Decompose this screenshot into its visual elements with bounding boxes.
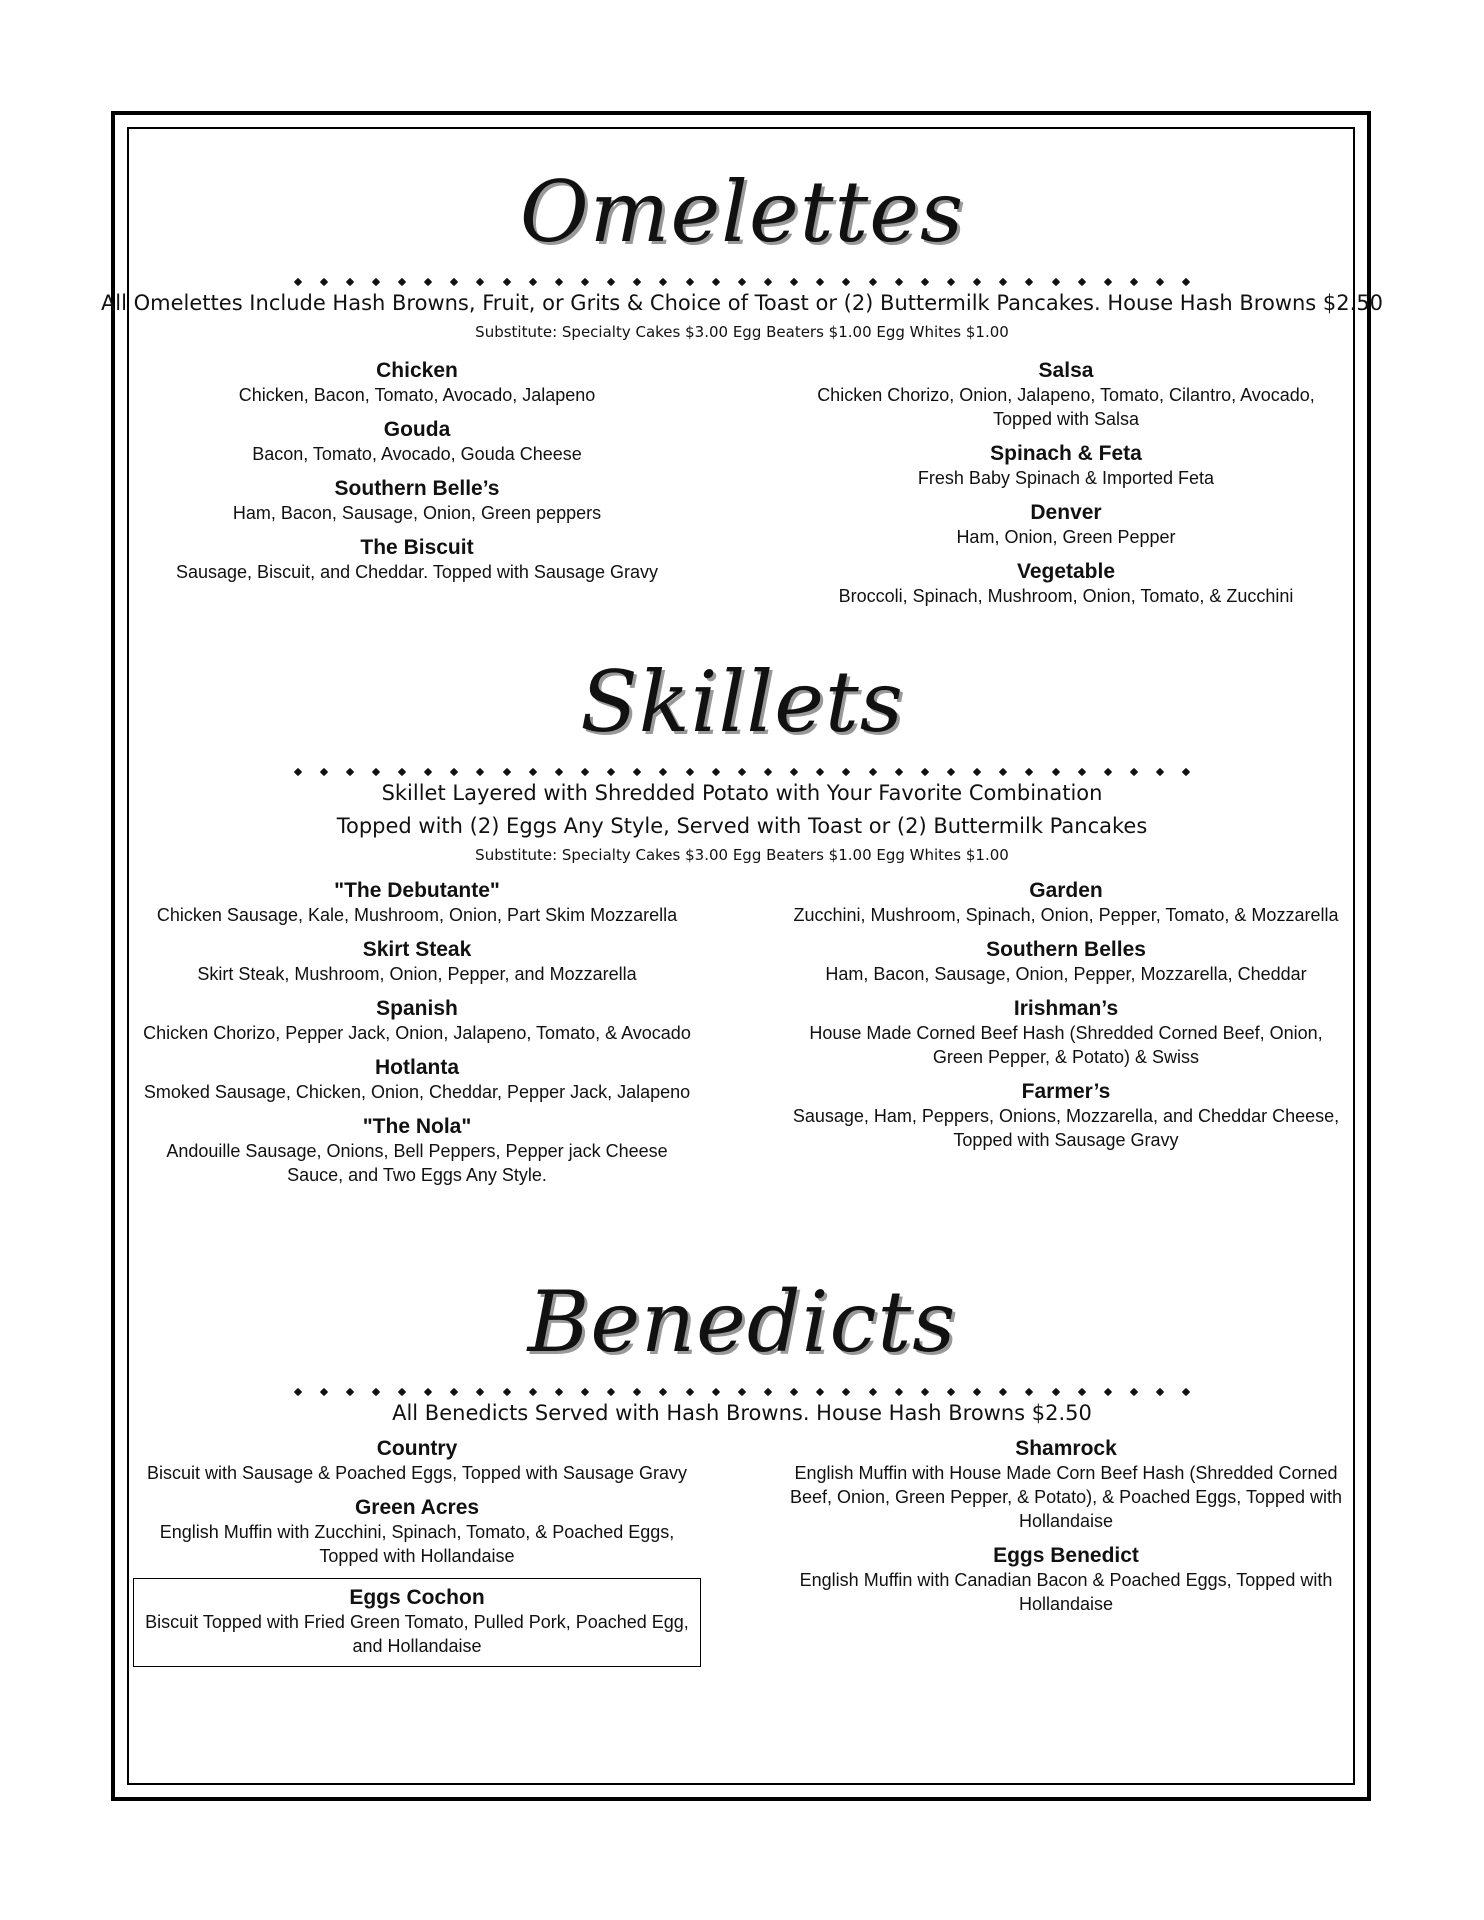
divider-dot bbox=[999, 278, 1007, 286]
divider-dot bbox=[894, 1388, 902, 1396]
item-description: Chicken Sausage, Kale, Mushroom, Onion, Part Skim Mozzarella bbox=[156, 905, 678, 925]
item-description: Broccoli, Spinach, Mushroom, Onion, Tomato, & Zucchini bbox=[838, 586, 1294, 606]
divider-dot bbox=[738, 768, 746, 776]
item-description: English Muffin with Zucchini, Spinach, Tomato, & Poached Eggs, Topped with Hollandaise bbox=[159, 1522, 675, 1566]
divider-dot bbox=[1182, 768, 1190, 776]
featured-menu-item bbox=[133, 1578, 701, 1667]
omelettes-header bbox=[0, 163, 1484, 343]
omelettes-right-column bbox=[786, 358, 1346, 618]
divider-dot bbox=[1156, 768, 1164, 776]
menu-item bbox=[786, 996, 1346, 1069]
item-name: Shamrock bbox=[1015, 1437, 1117, 1460]
divider-dot bbox=[424, 278, 432, 286]
divider-dot bbox=[921, 278, 929, 286]
divider-dot bbox=[1077, 1388, 1085, 1396]
divider-dot bbox=[816, 278, 824, 286]
item-description: Biscuit with Sausage & Poached Eggs, Topped with Sausage Gravy bbox=[147, 1463, 687, 1483]
item-description: Biscuit Topped with Fried Green Tomato, Pulled Pork, Poached Egg, and Hollandaise bbox=[145, 1612, 689, 1656]
divider-dot bbox=[1182, 278, 1190, 286]
divider-dot bbox=[659, 278, 667, 286]
menu-item bbox=[786, 441, 1346, 490]
item-description: Sausage, Ham, Peppers, Onions, Mozzarella, and Cheddar Cheese, Topped with Sausage Gravy bbox=[792, 1106, 1340, 1150]
divider-dot bbox=[1051, 278, 1059, 286]
divider-dot bbox=[398, 1388, 406, 1396]
skillets-left-column bbox=[137, 878, 697, 1197]
item-description: Sausage, Biscuit, and Cheddar. Topped with Sausage Gravy bbox=[176, 562, 658, 582]
divider-dot bbox=[424, 1388, 432, 1396]
divider-dot bbox=[947, 278, 955, 286]
item-description: Smoked Sausage, Chicken, Onion, Cheddar, Pepper Jack, Jalapeno bbox=[143, 1082, 691, 1102]
divider-dot bbox=[1104, 1388, 1112, 1396]
item-description: House Made Corned Beef Hash (Shredded Corned Beef, Onion, Green Pepper, & Potato) & Swiss bbox=[809, 1023, 1323, 1067]
divider-dot bbox=[1051, 1388, 1059, 1396]
skillets-intro-2: Topped with (2) Eggs Any Style, Served with Toast or (2) Buttermilk Pancakes bbox=[336, 814, 1148, 838]
divider-dot bbox=[529, 278, 537, 286]
divider-dot bbox=[476, 1388, 484, 1396]
item-description: Ham, Bacon, Sausage, Onion, Green peppers bbox=[232, 503, 602, 523]
divider-dot bbox=[1182, 1388, 1190, 1396]
menu-item bbox=[137, 1495, 697, 1568]
item-description: Andouille Sausage, Onions, Bell Peppers, Pepper jack Cheese Sauce, and Two Eggs Any Style. bbox=[166, 1141, 668, 1185]
omelettes-title: Omelettes bbox=[519, 163, 965, 261]
divider-dot bbox=[738, 278, 746, 286]
item-description: English Muffin with House Made Corn Beef Hash (Shredded Corned Beef, Onion, Green Pepper, & Potato), & Poached Eggs, Topped with Hollandaise bbox=[789, 1463, 1343, 1531]
divider-dot bbox=[293, 1388, 301, 1396]
menu-item bbox=[137, 1055, 697, 1104]
divider-dot bbox=[790, 768, 798, 776]
item-description: Skirt Steak, Mushroom, Onion, Pepper, and Mozzarella bbox=[197, 964, 637, 984]
skillets-dot-divider bbox=[295, 766, 1190, 778]
divider-dot bbox=[1156, 278, 1164, 286]
item-description: Ham, Onion, Green Pepper bbox=[956, 527, 1176, 547]
divider-dot bbox=[398, 278, 406, 286]
divider-dot bbox=[894, 278, 902, 286]
divider-dot bbox=[633, 278, 641, 286]
omelettes-dot-divider bbox=[295, 276, 1190, 288]
benedicts-dot-divider bbox=[295, 1386, 1190, 1398]
item-name: Gouda bbox=[383, 418, 451, 441]
divider-dot bbox=[842, 768, 850, 776]
omelettes-left-column bbox=[137, 358, 697, 594]
divider-dot bbox=[1104, 768, 1112, 776]
skillets-title: Skillets bbox=[580, 653, 904, 751]
divider-dot bbox=[293, 278, 301, 286]
menu-item bbox=[137, 417, 697, 466]
item-name: Spinach & Feta bbox=[990, 442, 1142, 465]
divider-dot bbox=[1130, 278, 1138, 286]
item-name: "The Debutante" bbox=[334, 879, 500, 902]
item-name: Garden bbox=[1029, 879, 1103, 902]
divider-dot bbox=[555, 278, 563, 286]
item-description: Fresh Baby Spinach & Imported Feta bbox=[917, 468, 1215, 488]
divider-dot bbox=[973, 278, 981, 286]
divider-dot bbox=[947, 768, 955, 776]
divider-dot bbox=[1077, 278, 1085, 286]
item-name: Country bbox=[376, 1437, 458, 1460]
divider-dot bbox=[398, 768, 406, 776]
divider-dot bbox=[659, 1388, 667, 1396]
divider-dot bbox=[424, 768, 432, 776]
divider-dot bbox=[738, 1388, 746, 1396]
divider-dot bbox=[1156, 1388, 1164, 1396]
divider-dot bbox=[555, 768, 563, 776]
divider-dot bbox=[816, 768, 824, 776]
divider-dot bbox=[999, 768, 1007, 776]
omelettes-intro: All Omelettes Include Hash Browns, Fruit, or Grits & Choice of Toast or (2) Buttermilk Pancakes. House Hash Browns $2.50 bbox=[100, 291, 1384, 315]
divider-dot bbox=[346, 1388, 354, 1396]
divider-dot bbox=[947, 1388, 955, 1396]
divider-dot bbox=[319, 1388, 327, 1396]
divider-dot bbox=[685, 768, 693, 776]
divider-dot bbox=[293, 768, 301, 776]
omelettes-substitute: Substitute: Specialty Cakes $3.00 Egg Beaters $1.00 Egg Whites $1.00 bbox=[475, 323, 1009, 341]
divider-dot bbox=[1025, 1388, 1033, 1396]
divider-dot bbox=[450, 278, 458, 286]
menu-item bbox=[786, 1079, 1346, 1152]
divider-dot bbox=[1051, 768, 1059, 776]
divider-dot bbox=[764, 278, 772, 286]
menu-item bbox=[137, 1436, 697, 1485]
divider-dot bbox=[1025, 768, 1033, 776]
item-description: Chicken, Bacon, Tomato, Avocado, Jalapeno bbox=[238, 385, 596, 405]
divider-dot bbox=[607, 768, 615, 776]
divider-dot bbox=[1025, 278, 1033, 286]
item-name: Chicken bbox=[376, 359, 458, 382]
divider-dot bbox=[685, 278, 693, 286]
divider-dot bbox=[816, 1388, 824, 1396]
item-name: Eggs Benedict bbox=[993, 1544, 1139, 1567]
divider-dot bbox=[973, 768, 981, 776]
benedicts-header bbox=[0, 1273, 1484, 1429]
divider-dot bbox=[607, 1388, 615, 1396]
divider-dot bbox=[372, 278, 380, 286]
skillets-substitute: Substitute: Specialty Cakes $3.00 Egg Beaters $1.00 Egg Whites $1.00 bbox=[475, 846, 1009, 864]
menu-item bbox=[137, 476, 697, 525]
menu-item bbox=[137, 358, 697, 407]
divider-dot bbox=[842, 1388, 850, 1396]
divider-dot bbox=[529, 1388, 537, 1396]
item-name: Spanish bbox=[376, 997, 458, 1020]
item-name: Farmer’s bbox=[1021, 1080, 1111, 1103]
item-description: Ham, Bacon, Sausage, Onion, Pepper, Mozzarella, Cheddar bbox=[825, 964, 1307, 984]
divider-dot bbox=[502, 278, 510, 286]
menu-item bbox=[786, 1436, 1346, 1533]
item-name: Skirt Steak bbox=[362, 938, 472, 961]
divider-dot bbox=[894, 768, 902, 776]
menu-item bbox=[137, 937, 697, 986]
divider-dot bbox=[921, 1388, 929, 1396]
menu-item bbox=[786, 878, 1346, 927]
item-name: Southern Belles bbox=[986, 938, 1146, 961]
divider-dot bbox=[1104, 278, 1112, 286]
divider-dot bbox=[319, 278, 327, 286]
divider-dot bbox=[764, 768, 772, 776]
divider-dot bbox=[973, 1388, 981, 1396]
item-description: Bacon, Tomato, Avocado, Gouda Cheese bbox=[252, 444, 582, 464]
item-name: Salsa bbox=[1038, 359, 1094, 382]
divider-dot bbox=[502, 1388, 510, 1396]
menu-item bbox=[786, 1543, 1346, 1616]
item-name: Southern Belle’s bbox=[334, 477, 500, 500]
divider-dot bbox=[555, 1388, 563, 1396]
item-name: Hotlanta bbox=[375, 1056, 459, 1079]
divider-dot bbox=[502, 768, 510, 776]
divider-dot bbox=[372, 1388, 380, 1396]
item-description: English Muffin with Canadian Bacon & Poached Eggs, Topped with Hollandaise bbox=[799, 1570, 1333, 1614]
item-name: The Biscuit bbox=[360, 536, 474, 559]
item-name: Irishman’s bbox=[1013, 997, 1119, 1020]
item-description: Chicken Chorizo, Pepper Jack, Onion, Jalapeno, Tomato, & Avocado bbox=[143, 1023, 691, 1043]
divider-dot bbox=[712, 1388, 720, 1396]
menu-item bbox=[786, 559, 1346, 608]
divider-dot bbox=[764, 1388, 772, 1396]
divider-dot bbox=[659, 768, 667, 776]
menu-item bbox=[786, 500, 1346, 549]
divider-dot bbox=[999, 1388, 1007, 1396]
item-name: "The Nola" bbox=[362, 1115, 472, 1138]
divider-dot bbox=[633, 1388, 641, 1396]
divider-dot bbox=[868, 1388, 876, 1396]
divider-dot bbox=[842, 278, 850, 286]
menu-item bbox=[786, 937, 1346, 986]
item-description: Chicken Chorizo, Onion, Jalapeno, Tomato, Cilantro, Avocado, Topped with Salsa bbox=[817, 385, 1315, 429]
menu-item bbox=[786, 358, 1346, 431]
benedicts-right-column bbox=[786, 1436, 1346, 1626]
divider-dot bbox=[685, 1388, 693, 1396]
menu-item bbox=[137, 996, 697, 1045]
item-name: Denver bbox=[1030, 501, 1102, 524]
benedicts-title: Benedicts bbox=[527, 1273, 957, 1371]
divider-dot bbox=[607, 278, 615, 286]
menu-item bbox=[137, 535, 697, 584]
divider-dot bbox=[921, 768, 929, 776]
divider-dot bbox=[790, 1388, 798, 1396]
skillets-intro-1: Skillet Layered with Shredded Potato with Your Favorite Combination bbox=[381, 781, 1103, 805]
divider-dot bbox=[790, 278, 798, 286]
divider-dot bbox=[1130, 1388, 1138, 1396]
skillets-header bbox=[0, 653, 1484, 866]
divider-dot bbox=[1130, 768, 1138, 776]
item-name: Eggs Cochon bbox=[349, 1586, 485, 1609]
divider-dot bbox=[372, 768, 380, 776]
benedicts-left-column bbox=[137, 1436, 697, 1677]
benedicts-intro: All Benedicts Served with Hash Browns. House Hash Browns $2.50 bbox=[392, 1401, 1092, 1425]
divider-dot bbox=[868, 768, 876, 776]
menu-item bbox=[137, 878, 697, 927]
divider-dot bbox=[450, 1388, 458, 1396]
skillets-right-column bbox=[786, 878, 1346, 1162]
divider-dot bbox=[712, 278, 720, 286]
divider-dot bbox=[1077, 768, 1085, 776]
divider-dot bbox=[450, 768, 458, 776]
divider-dot bbox=[346, 768, 354, 776]
divider-dot bbox=[581, 278, 589, 286]
divider-dot bbox=[581, 1388, 589, 1396]
item-name: Vegetable bbox=[1016, 560, 1116, 583]
divider-dot bbox=[529, 768, 537, 776]
divider-dot bbox=[633, 768, 641, 776]
item-description: Zucchini, Mushroom, Spinach, Onion, Pepper, Tomato, & Mozzarella bbox=[793, 905, 1339, 925]
divider-dot bbox=[868, 278, 876, 286]
divider-dot bbox=[346, 278, 354, 286]
divider-dot bbox=[712, 768, 720, 776]
menu-item bbox=[137, 1114, 697, 1187]
divider-dot bbox=[476, 768, 484, 776]
divider-dot bbox=[319, 768, 327, 776]
item-name: Green Acres bbox=[354, 1496, 480, 1519]
divider-dot bbox=[476, 278, 484, 286]
divider-dot bbox=[581, 768, 589, 776]
